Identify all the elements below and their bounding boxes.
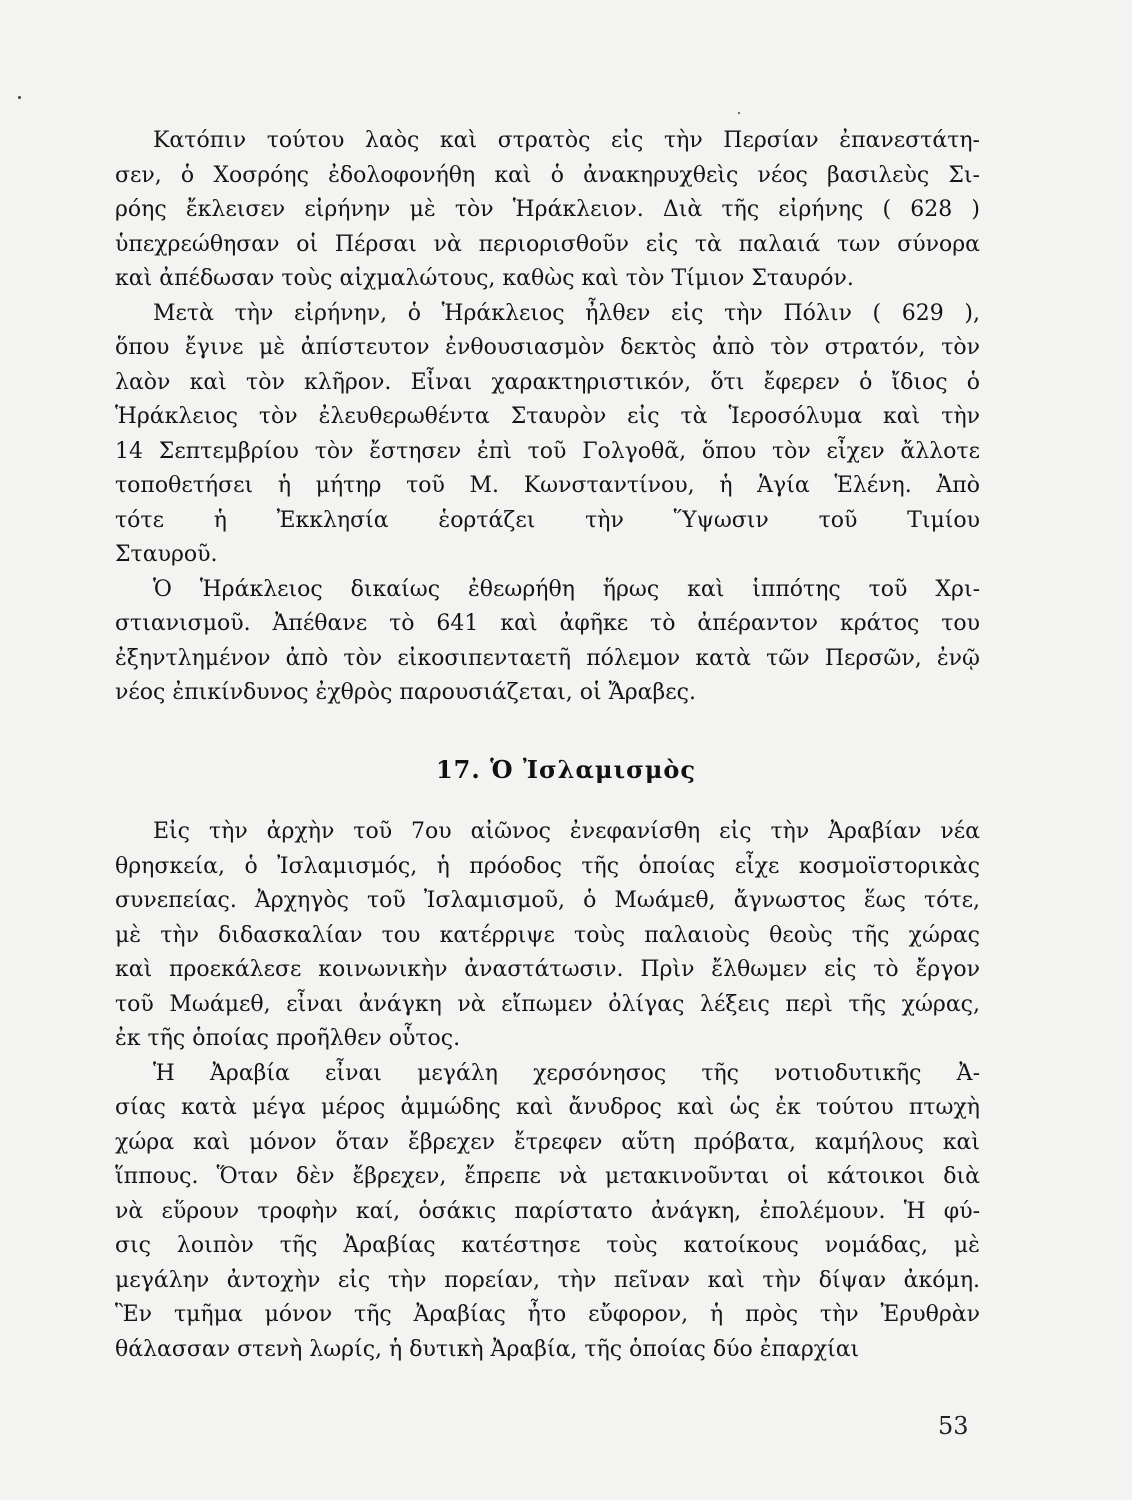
text-line: Εἰς τὴν ἀρχὴν τοῦ 7ου αἰῶνος ἐνεφανίσθη εἰς τὴν Ἀραβίαν νέα — [153, 819, 980, 844]
text-line: Ἡ Ἀραβία εἶναι μεγάλη χερσόνησος τῆς νοτιοδυτικῆς Ἀ- — [153, 1060, 980, 1086]
text-line: Ὁ Ἡράκλειος δικαίως ἐθεωρήθη ἥρως καὶ ἱππότης τοῦ Χρι- — [153, 576, 980, 602]
text-line: μεγάλην ἀντοχὴν εἰς τὴν πορείαν, τὴν πεῖναν καὶ τὴν δίψαν ἀκόμη. — [115, 1267, 980, 1293]
speck-mark — [18, 96, 21, 99]
text-line: σις λοιπὸν τῆς Ἀραβίας κατέστησε τοὺς κατοίκους νομάδας, μὲ — [115, 1233, 980, 1258]
text-line: σεν, ὁ Χοσρόης ἐδολοφονήθη καὶ ὁ ἀνακηρυχθεὶς νέος βασιλεὺς Σι- — [115, 162, 980, 188]
paragraph — [115, 815, 980, 1057]
text-line: Σταυροῦ. — [115, 542, 218, 567]
text-line: ὅπου ἔγινε μὲ ἀπίστευτον ἐνθουσιασμὸν δεκτὸς ἀπὸ τὸν στρατόν, τὸν — [115, 335, 980, 360]
text-line: καὶ ἀπέδωσαν τοὺς αἰχμαλώτους, καθὼς καὶ τὸν Τίμιον Σταυρόν. — [115, 266, 854, 291]
text-line: Ἓν τμῆμα μόνον τῆς Ἀραβίας ἦτο εὔφορον, ἡ πρὸς τὴν Ἐρυθρὰν — [115, 1302, 980, 1327]
text-line: Ἡράκλειος τὸν ἐλευθερωθέντα Σταυρὸν εἰς τὰ Ἱεροσόλυμα καὶ τὴν — [115, 404, 980, 429]
text-line: ἵππους. Ὅταν δὲν ἔβρεχεν, ἔπρεπε νὰ μετακινοῦνται οἱ κάτοικοι διὰ — [115, 1164, 980, 1189]
text-line: σίας κατὰ μέγα μέρος ἀμμώδης καὶ ἄνυδρος καὶ ὡς ἐκ τούτου πτωχὴ — [115, 1095, 980, 1120]
text-line: Κατόπιν τούτου λαὸς καὶ στρατὸς εἰς τὴν Περσίαν ἐπανεστάτη- — [153, 128, 980, 153]
text-line: συνεπείας. Ἀρχηγὸς τοῦ Ἰσλαμισμοῦ, ὁ Μωάμεθ, ἄγνωστος ἕως τότε, — [115, 888, 980, 913]
text-line: τοποθετήσει ἡ μήτηρ τοῦ Μ. Κωνσταντίνου, ἡ Ἁγία Ἑλένη. Ἀπὸ — [115, 473, 980, 498]
speck-mark — [738, 112, 740, 114]
section-heading: 17. Ὁ Ἰσλαμισμὸς — [435, 755, 697, 784]
paragraph — [115, 573, 980, 711]
text-line: νέος ἐπικίνδυνος ἐχθρὸς παρουσιάζεται, οἱ Ἄραβες. — [115, 680, 696, 705]
text-line: ὑπεχρεώθησαν οἱ Πέρσαι νὰ περιορισθοῦν εἰς τὰ παλαιά των σύνορα — [115, 231, 980, 257]
text-line: λαὸν καὶ τὸν κλῆρον. Εἶναι χαρακτηριστικόν, ὅτι ἔφερεν ὁ ἴδιος ὁ — [115, 369, 980, 395]
text-line: ἐξηντλημένον ἀπὸ τὸν εἰκοσιπενταετῆ πόλεμον κατὰ τῶν Περσῶν, ἐνῷ — [115, 645, 980, 671]
text-line: ἐκ τῆς ὁποίας προῆλθεν οὗτος. — [115, 1026, 461, 1051]
text-line: καὶ προεκάλεσε κοινωνικὴν ἀναστάτωσιν. Πρὶν ἔλθωμεν εἰς τὸ ἔργον — [115, 957, 980, 982]
text-line: 14 Σεπτεμβρίου τὸν ἔστησεν ἐπὶ τοῦ Γολγοθᾶ, ὅπου τὸν εἶχεν ἄλλοτε — [115, 438, 980, 464]
text-line: χώρα καὶ μόνον ὅταν ἔβρεχεν ἔτρεφεν αὕτη πρόβατα, καμήλους καὶ — [115, 1129, 980, 1155]
text-line: θάλασσαν στενὴ λωρίς, ἡ δυτικὴ Ἀραβία, τῆς ὁποίας δύο ἐπαρχίαι — [115, 1336, 860, 1362]
text-line: Μετὰ τὴν εἰρήνην, ὁ Ἡράκλειος ἦλθεν εἰς τὴν Πόλιν ( 629 ), — [153, 300, 980, 326]
paragraph — [115, 1057, 980, 1368]
text-line: τότε ἡ Ἐκκλησία ἑορτάζει τὴν Ὕψωσιν τοῦ Τιμίου — [115, 507, 980, 533]
text-line: ρόης ἔκλεισεν εἰρήνην μὲ τὸν Ἡράκλειον. Διὰ τῆς εἰρήνης ( 628 ) — [115, 197, 980, 222]
paragraph — [115, 124, 980, 297]
text-block-top — [115, 124, 980, 711]
text-block-bottom — [115, 815, 980, 1367]
text-line: τοῦ Μωάμεθ, εἶναι ἀνάγκη νὰ εἴπωμεν ὀλίγας λέξεις περὶ τῆς χώρας, — [115, 991, 980, 1017]
page-number: 53 — [938, 1412, 969, 1440]
text-line: στιανισμοῦ. Ἀπέθανε τὸ 641 καὶ ἀφῆκε τὸ ἀπέραντον κράτος του — [115, 611, 980, 636]
text-line: μὲ τὴν διδασκαλίαν του κατέρριψε τοὺς παλαιοὺς θεοὺς τῆς χώρας — [115, 922, 980, 948]
text-line: θρησκεία, ὁ Ἰσλαμισμός, ἡ πρόοδος τῆς ὁποίας εἶχε κοσμοϊστορικὰς — [115, 853, 980, 879]
paragraph — [115, 297, 980, 573]
text-line: νὰ εὕρουν τροφὴν καί, ὁσάκις παρίστατο ἀνάγκη, ἐπολέμουν. Ἡ φύ- — [115, 1198, 980, 1224]
